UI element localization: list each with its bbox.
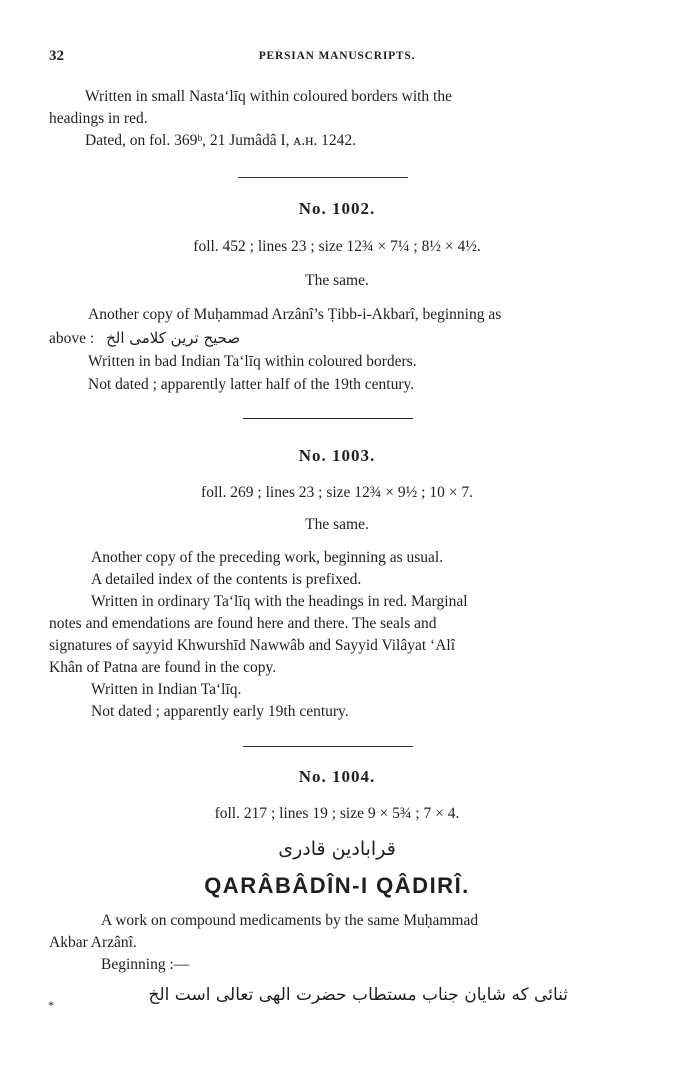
entry-number-heading: No. 1004. (298, 767, 376, 786)
description-line-2: Akbar Arzânî. (49, 934, 137, 951)
prev-line-1a: Written in small Nasta‘līq within coloured borders with the (85, 88, 452, 105)
section-divider (238, 177, 408, 178)
description-line-6: Khân of Patna are found in the copy. (49, 659, 277, 676)
entry-subtitle: The same. (305, 272, 369, 289)
description-line-2 (49, 327, 240, 350)
description-line-4: notes and emendations are found here and there. The seals and (49, 615, 437, 632)
description-line-3: Written in ordinary Ta‘līq with the headings in red. Marginal (91, 593, 468, 610)
arabic-beginning: ثنائی که شایان جناب مستطاب حضرت الهی تعالی است الخ (148, 985, 568, 1005)
description-line-1: A work on compound medicaments by the same Muḥammad (101, 912, 479, 929)
entry-number-heading: No. 1002. (298, 199, 376, 218)
collation-line: foll. 269 ; lines 23 ; size 12¾ × 9½ ; 10 × 7. (201, 484, 473, 501)
description-line-1: Another copy of Muḥammad Arzânî’s Ṭibb-i-Akbarî, beginning as (88, 306, 502, 323)
persian-title: قرابادین قادری (278, 838, 396, 860)
arabic-incipit: صحیح ترین کلامی الخ (106, 329, 241, 347)
entry-subtitle: The same. (305, 516, 369, 533)
description-line-7: Written in Indian Ta‘līq. (91, 681, 242, 698)
description-line-4: Not dated ; apparently latter half of the 19th century. (88, 376, 415, 393)
description-line-3: Beginning :— (101, 956, 190, 973)
section-divider (243, 418, 413, 419)
work-title: QARÂBÂDÎN-I QÂDIRÎ. (204, 873, 470, 898)
description-line-3: Written in bad Indian Ta‘līq within coloured borders. (88, 353, 417, 370)
page-number: 32 (49, 48, 64, 64)
prev-line-2: Dated, on fol. 369ᵇ, 21 Jumâdâ I, ᴀ.ʜ. 1242. (85, 132, 356, 149)
running-title: PERSIAN MANUSCRIPTS. (258, 50, 416, 62)
section-divider (243, 746, 413, 747)
asterisk-marker: * (48, 998, 54, 1012)
description-line-1: Another copy of the preceding work, beginning as usual. (91, 549, 444, 566)
description-line-5: signatures of sayyid Khwurshīd Nawwâb and Sayyid Vilâyat ‘Alî (49, 637, 456, 654)
description-line-8: Not dated ; apparently early 19th century. (91, 703, 349, 720)
prev-line-1b: headings in red. (49, 110, 148, 127)
entry-number-heading: No. 1003. (298, 446, 376, 465)
collation-line: foll. 217 ; lines 19 ; size 9 × 5¾ ; 7 × 4. (214, 805, 460, 822)
above-label: above : (49, 330, 95, 347)
description-line-2: A detailed index of the contents is prefixed. (91, 571, 362, 588)
collation-line: foll. 452 ; lines 23 ; size 12¾ × 7¼ ; 8½ × 4½. (193, 238, 481, 255)
